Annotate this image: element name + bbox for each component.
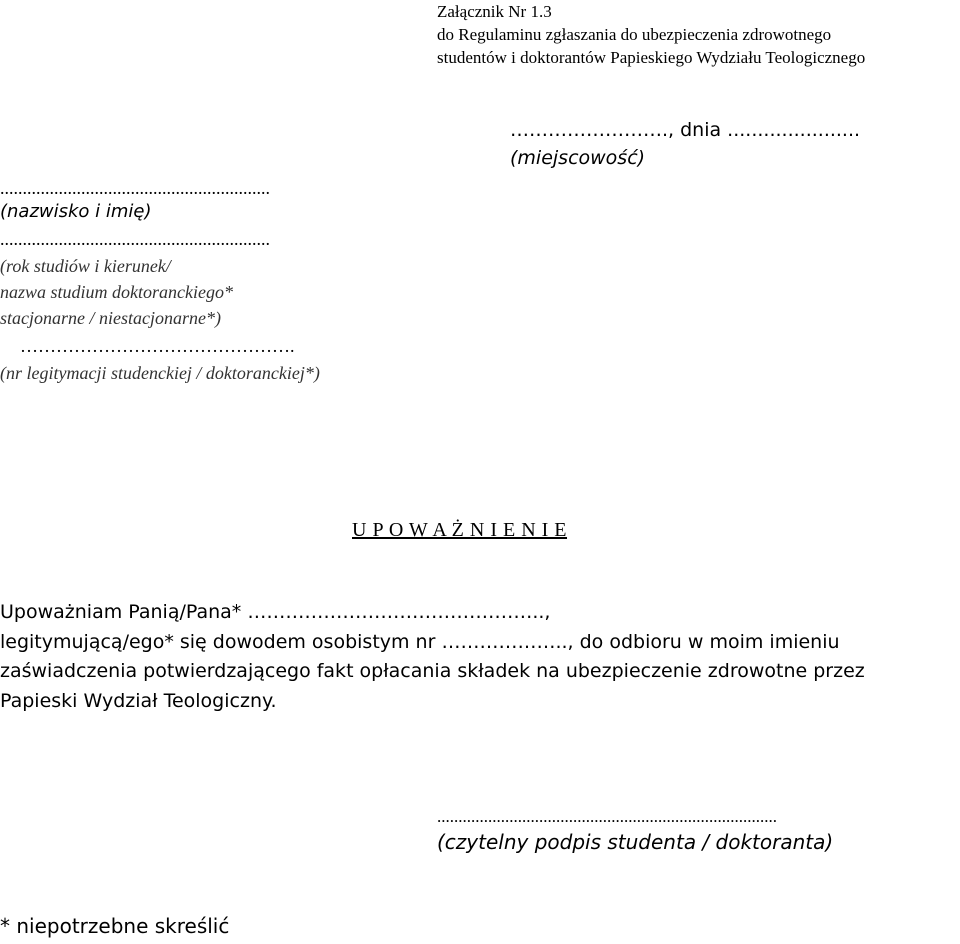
annex-header <box>437 0 865 69</box>
study-caption-line2: nazwa studium doktoranckiego* <box>0 282 233 302</box>
study-caption-line3: stacjonarne / niestacjonarne*) <box>0 308 221 328</box>
place-date-field: ……………………., dnia ...................... <box>510 119 861 141</box>
id-field-dots: ………………………………………. <box>20 336 295 356</box>
study-caption-line1: (rok studiów i kierunek/ <box>0 256 171 276</box>
annex-scope: studentów i doktorantów Papieskiego Wydziału Teologicznego <box>437 48 866 67</box>
document-title: U P O W A Ż N I E N I E <box>352 519 568 541</box>
annex-regulation: do Regulaminu zgłaszania do ubezpieczenia zdrowotnego <box>437 25 832 44</box>
signature-dots: ................................................................................ <box>437 807 777 826</box>
name-field-dots: ............................................................ <box>0 178 270 198</box>
body-line-3: zaświadczenia potwierdzającego fakt opłacania składek na ubezpieczenie zdrowotne przez <box>0 660 865 682</box>
signature-caption: (czytelny podpis studenta / doktoranta) <box>437 830 834 854</box>
place-caption: (miejscowość) <box>510 147 646 169</box>
id-caption: (nr legitymacji studenckiej / doktoranckiej*) <box>0 363 320 383</box>
body-line-2: legitymującą/ego* się dowodem osobistym nr ……………….., do odbioru w moim imieniu <box>0 630 840 653</box>
study-field-dots: ............................................................ <box>0 229 270 249</box>
footnote: * niepotrzebne skreślić <box>0 914 230 938</box>
name-caption: (nazwisko i imię) <box>0 201 152 222</box>
annex-title: Załącznik Nr 1.3 <box>437 2 552 21</box>
body-line-1: Upoważniam Panią/Pana* ……………………………………….., <box>0 601 551 623</box>
body-line-4: Papieski Wydział Teologiczny. <box>0 689 277 712</box>
authorization-body <box>0 598 958 716</box>
